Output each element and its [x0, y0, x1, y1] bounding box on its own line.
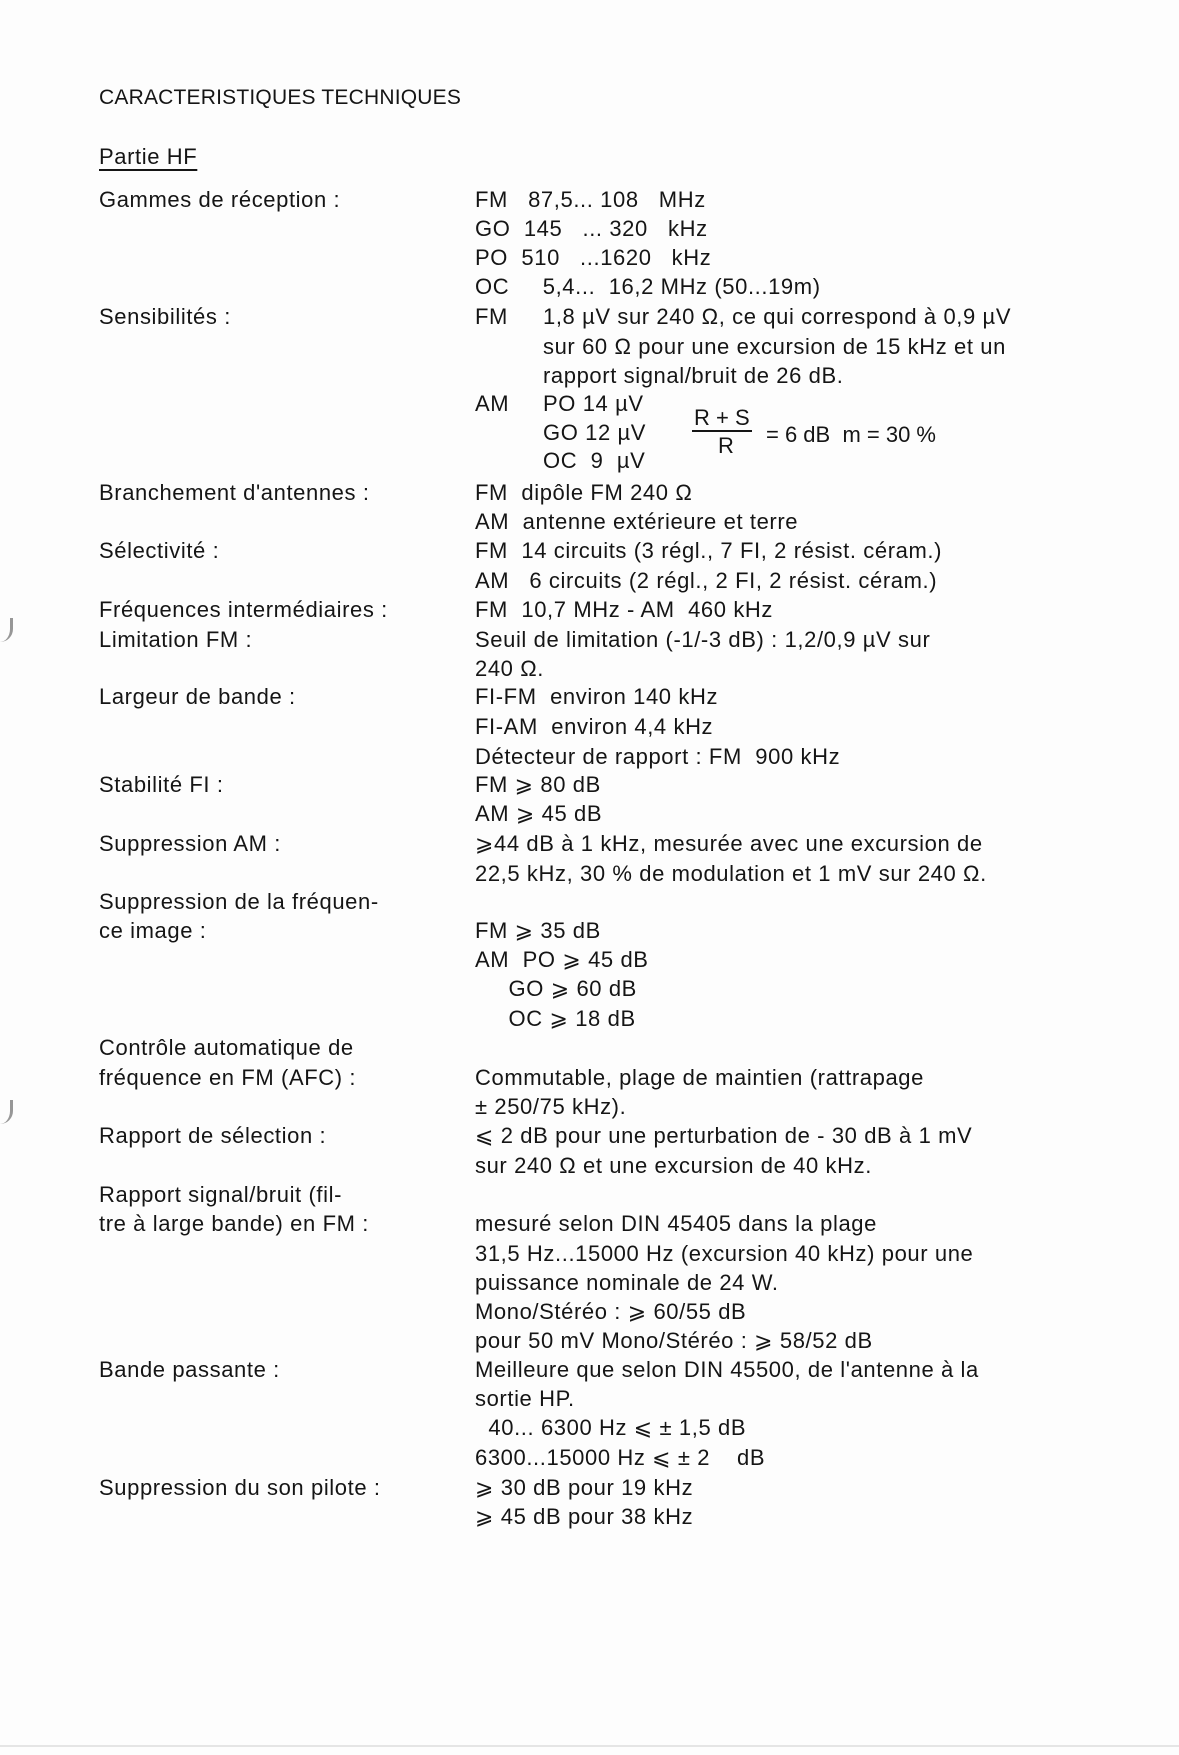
spec-value: pour 50 mV Mono/Stéréo : ⩾ 58/52 dB: [475, 1328, 873, 1353]
spec-value: Détecteur de rapport : FM 900 kHz: [475, 744, 841, 769]
spec-value: FM ⩾ 80 dB: [475, 772, 601, 797]
spec-value-detail: sur 60 Ω pour une excursion de 15 kHz et un: [543, 334, 1006, 359]
spec-label: Sensibilités :: [99, 304, 231, 329]
spec-value: ⩾ 30 dB pour 19 kHz: [475, 1475, 694, 1500]
spec-value: OC ⩾ 18 dB: [475, 1006, 636, 1031]
spec-value: AM: [475, 391, 510, 416]
spec-value: 22,5 kHz, 30 % de modulation et 1 mV sur 240 Ω.: [475, 861, 987, 886]
spec-label: Stabilité FI :: [99, 772, 224, 797]
spec-value-detail: OC 9 µV: [543, 448, 646, 473]
spec-label: Fréquences intermédiaires :: [99, 597, 388, 622]
spec-label: Gammes de réception :: [99, 187, 341, 212]
spec-value: FM 14 circuits (3 régl., 7 FI, 2 résist. céram.): [475, 538, 943, 563]
spec-value: AM 6 circuits (2 régl., 2 FI, 2 résist. céram.): [475, 568, 938, 593]
spec-value: FM 10,7 MHz - AM 460 kHz: [475, 597, 774, 622]
spec-label: ce image :: [99, 918, 207, 943]
spec-value-detail: GO 12 µV: [543, 420, 647, 445]
spec-value: FM 87,5... 108 MHz: [475, 187, 706, 212]
spec-label: Sélectivité :: [99, 538, 220, 563]
spec-label: Contrôle automatique de: [99, 1035, 354, 1060]
spec-value: Seuil de limitation (-1/-3 dB) : 1,2/0,9 µV sur: [475, 627, 931, 652]
spec-value: FI-AM environ 4,4 kHz: [475, 714, 714, 739]
spec-value: AM antenne extérieure et terre: [475, 509, 799, 534]
spec-label: Suppression de la fréquen-: [99, 889, 379, 914]
spec-value: AM PO ⩾ 45 dB: [475, 947, 649, 972]
spec-value: 40... 6300 Hz ⩽ ± 1,5 dB: [475, 1415, 747, 1440]
spec-value: FM ⩾ 35 dB: [475, 918, 601, 943]
spec-value: ± 250/75 kHz).: [475, 1094, 627, 1119]
spec-value: Meilleure que selon DIN 45500, de l'antenne à la: [475, 1357, 979, 1382]
spec-value: sortie HP.: [475, 1386, 575, 1411]
document-title: CARACTERISTIQUES TECHNIQUES: [99, 86, 462, 109]
spec-value: Commutable, plage de maintien (rattrapage: [475, 1065, 924, 1090]
spec-label: Suppression AM :: [99, 831, 282, 856]
section-heading: Partie HF: [99, 144, 198, 169]
spec-value-detail: rapport signal/bruit de 26 dB.: [543, 363, 844, 388]
spec-label: Bande passante :: [99, 1357, 280, 1382]
spec-value: PO 510 ...1620 kHz: [475, 245, 712, 270]
spec-label: Suppression du son pilote :: [99, 1475, 381, 1500]
formula-result: = 6 dB m = 30 %: [766, 422, 936, 447]
spec-value: ⩾ 45 dB pour 38 kHz: [475, 1504, 694, 1529]
spec-value: sur 240 Ω et une excursion de 40 kHz.: [475, 1153, 872, 1178]
spec-value: puissance nominale de 24 W.: [475, 1270, 779, 1295]
spec-label: Largeur de bande :: [99, 684, 296, 709]
spec-value: FI-FM environ 140 kHz: [475, 684, 719, 709]
spec-value: mesuré selon DIN 45405 dans la plage: [475, 1211, 877, 1236]
spec-value: 6300...15000 Hz ⩽ ± 2 dB: [475, 1445, 766, 1470]
spec-label: Rapport de sélection :: [99, 1123, 327, 1148]
spec-value: Mono/Stéréo : ⩾ 60/55 dB: [475, 1299, 747, 1324]
spec-value: OC 5,4... 16,2 MHz (50...19m): [475, 274, 821, 299]
formula-numerator: R + S: [694, 405, 750, 430]
spec-value: FM: [475, 304, 508, 329]
spec-value: GO 145 ... 320 kHz: [475, 216, 708, 241]
spec-label: Rapport signal/bruit (fil-: [99, 1182, 343, 1207]
spec-label: tre à large bande) en FM :: [99, 1211, 369, 1236]
spec-label: Branchement d'antennes :: [99, 480, 370, 505]
spec-value: 31,5 Hz...15000 Hz (excursion 40 kHz) pour une: [475, 1241, 974, 1266]
formula-denominator: R: [718, 433, 734, 458]
spec-value-detail: PO 14 µV: [543, 391, 644, 416]
spec-label: fréquence en FM (AFC) :: [99, 1065, 357, 1090]
spec-value-detail: 1,8 µV sur 240 Ω, ce qui correspond à 0,9 µV: [543, 304, 1012, 329]
spec-value: ⩽ 2 dB pour une perturbation de - 30 dB à 1 mV: [475, 1123, 973, 1148]
scan-punch-mark: [0, 618, 13, 642]
spec-value: ⩾44 dB à 1 kHz, mesurée avec une excursion de: [475, 831, 983, 856]
spec-value: AM ⩾ 45 dB: [475, 801, 603, 826]
spec-value: GO ⩾ 60 dB: [475, 976, 637, 1001]
spec-value: FM dipôle FM 240 Ω: [475, 480, 693, 505]
spec-label: Limitation FM :: [99, 627, 253, 652]
spec-value: 240 Ω.: [475, 656, 544, 681]
scan-punch-mark: [0, 1100, 13, 1124]
scan-edge: [0, 1745, 1179, 1747]
